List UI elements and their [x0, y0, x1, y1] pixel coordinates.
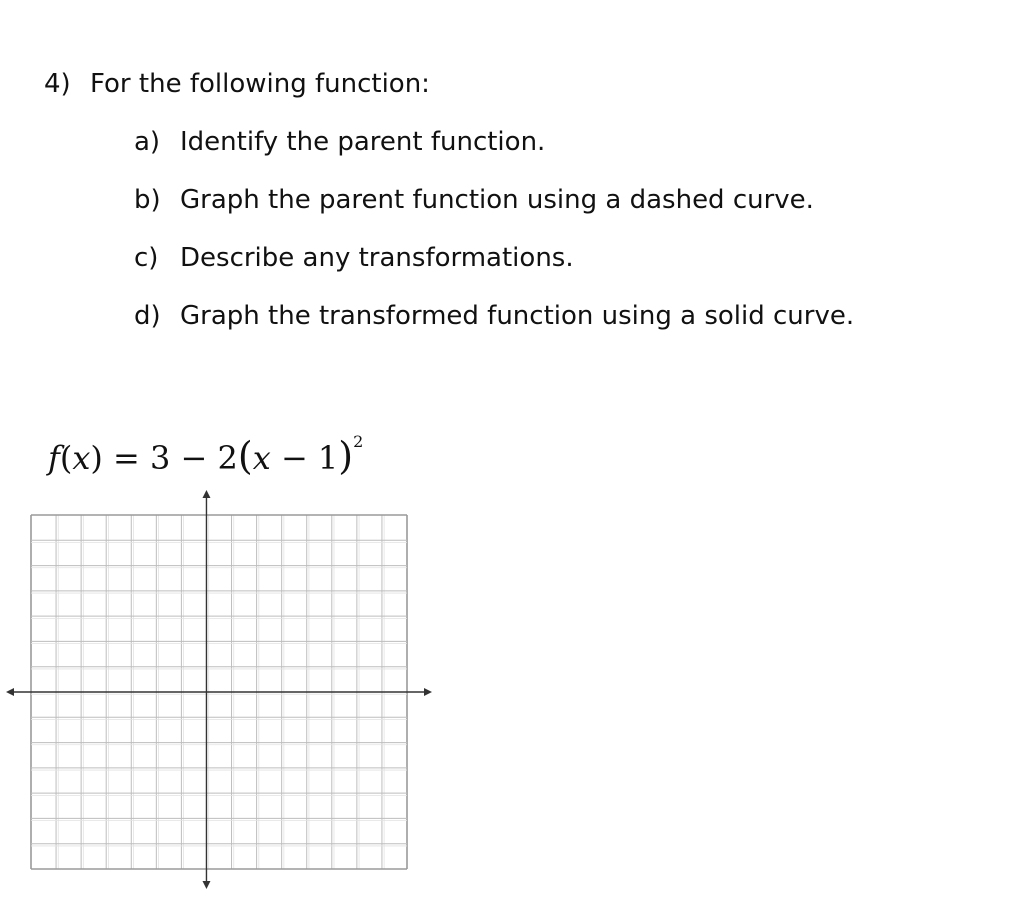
formula-inner-rest: − 1: [270, 439, 339, 477]
axes: [6, 490, 432, 889]
formula-inner-open-paren: (: [237, 434, 253, 478]
question-heading: [44, 64, 430, 104]
question-number: 4): [44, 69, 71, 99]
coordinate-grid: [0, 488, 440, 890]
question-prompt: For the following function:: [90, 69, 430, 99]
formula-close-paren: ): [90, 439, 103, 477]
part-letter: b): [134, 185, 161, 215]
part-text: Graph the parent function using a dashed curve.: [180, 185, 814, 215]
question-parts-list: [134, 122, 854, 354]
y-axis-up-arrow: [202, 490, 210, 498]
formula-inner-close-paren: ): [338, 434, 354, 478]
part-letter: c): [134, 243, 159, 273]
formula-open-paren: (: [59, 439, 73, 477]
x-axis-left-arrow: [6, 688, 14, 696]
part-d: [134, 296, 854, 354]
formula-arg: x: [72, 439, 91, 477]
function-formula: [48, 418, 363, 482]
part-text: Graph the transformed function using a solid curve.: [180, 301, 855, 331]
part-text: Describe any transformations.: [180, 243, 574, 273]
part-text: Identify the parent function.: [180, 127, 546, 157]
part-letter: d): [134, 301, 161, 331]
formula-func-name: f: [48, 439, 60, 477]
part-letter: a): [134, 127, 161, 157]
x-axis-right-arrow: [424, 688, 432, 696]
part-c: [134, 238, 854, 296]
formula-equals-part: = 3 − 2: [102, 439, 238, 477]
part-a: [134, 122, 854, 180]
formula-inner-var: x: [252, 439, 271, 477]
formula-exponent: 2: [353, 432, 364, 451]
part-b: [134, 180, 854, 238]
y-axis-down-arrow: [202, 881, 210, 889]
